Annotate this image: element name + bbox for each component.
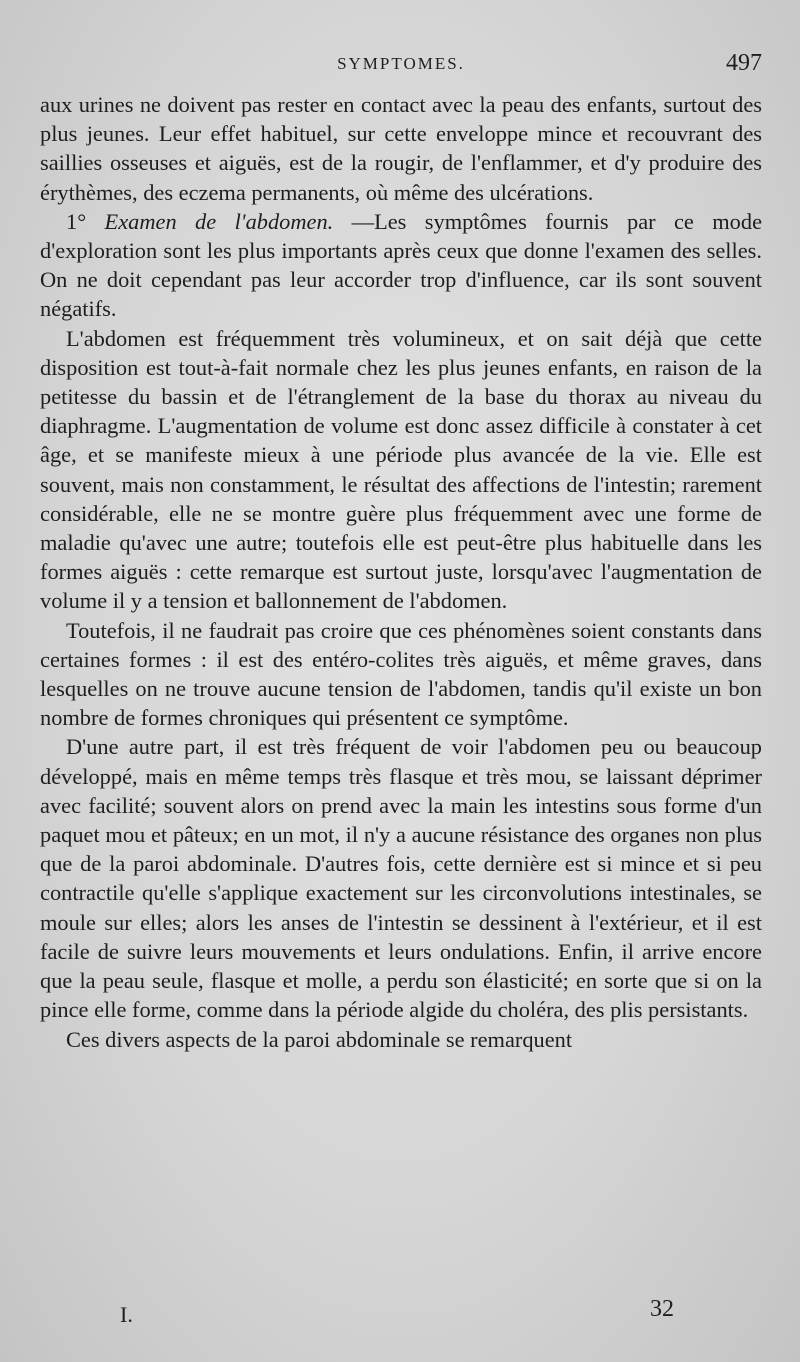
body-text — [40, 90, 762, 1054]
paragraph — [40, 616, 762, 733]
signature-mark: I. — [120, 1302, 133, 1327]
paragraph-text: L'abdomen est fréquemment très volumineux, et on sait déjà que cette disposition est tout-à-fait normale chez les plus jeunes enfants, en raison de la petitesse du bassin et de l'étranglement de la base du thorax au niveau du diaphragme. L'augmentation de volume est donc assez difficile à constater à cet âge, et se manifeste mieux à une période plus avancée de la vie. Elle est souvent, mais non constamment, le résultat des affections de l'intestin; rarement considérable, elle ne se montre guère plus fréquemment avec une forme de maladie qu'avec une autre; toutefois elle est peut-être plus habituelle dans les formes aiguës : cette remarque est surtout juste, lorsqu'avec l'augmentation de volume il y a tension et ballonnement de l'abdomen. — [40, 325, 762, 614]
paragraph-text: Ces divers aspects de la paroi abdominale se remarquent — [66, 1026, 573, 1052]
paragraph-text: aux urines ne doivent pas rester en contact avec la peau des enfants, surtout des plus jeunes. Leur effet habituel, sur cette enveloppe mince et recouvrant des saillies osseuses et aiguës, est de la rougir, de l'enflammer, et d'y produire des érythèmes, des eczema permanents, où même des ulcérations. — [40, 92, 762, 205]
paragraph-continued — [40, 90, 762, 207]
running-head: SYMPTOMES. — [337, 54, 465, 73]
paragraph-text: Toutefois, il ne faudrait pas croire que ces phénomènes soient constants dans certaines formes : il est des entéro-colites très aiguës, et même graves, dans lesquelles on ne trouve aucune tension de l'abdomen, tandis qu'il existe un bon nombre de formes chroniques qui présentent ce symptôme. — [40, 617, 762, 731]
page-footer — [40, 1296, 762, 1330]
section-heading: Examen de l'abdomen. — [104, 208, 334, 234]
paragraph-examen-abdomen — [40, 207, 762, 324]
paragraph — [40, 1025, 762, 1054]
section-number: 1° — [66, 208, 105, 234]
paragraph — [40, 324, 762, 616]
paragraph-text: D'une autre part, il est très fréquent de voir l'abdomen peu ou beaucoup développé, mais en même temps très flasque et très mou, se laissant déprimer avec facilité; souvent alors on prend avec la main les intestins sous forme d'un paquet mou et pâteux; en un mot, il n'y a aucune résistance des organes non plus que de la paroi abdominale. D'autres fois, cette dernière est si mince et si peu contractile qu'elle s'applique exactement sur les circonvolutions intestinales, se moule sur elles; alors les anses de l'intestin se dessinent à l'extérieur, et il est facile de suivre leurs mouvements et leurs ondulations. Enfin, il arrive encore que la peau seule, flasque et molle, a perdu son élasticité; en sorte que si on la pince elle forme, comme dans la période algide du choléra, des plis persistants. — [40, 734, 762, 1023]
paragraph — [40, 732, 762, 1024]
paragraph-text: —Les symptômes fournis par ce mode d'exploration sont les plus importants après ceux que donne l'examen des selles. On ne doit cependant pas leur accorder trop d'influence, car ils sont souvent négatifs. — [40, 208, 763, 322]
page-header — [40, 50, 762, 84]
sheet-number: 32 — [650, 1296, 674, 1322]
page-number: 497 — [726, 50, 762, 76]
